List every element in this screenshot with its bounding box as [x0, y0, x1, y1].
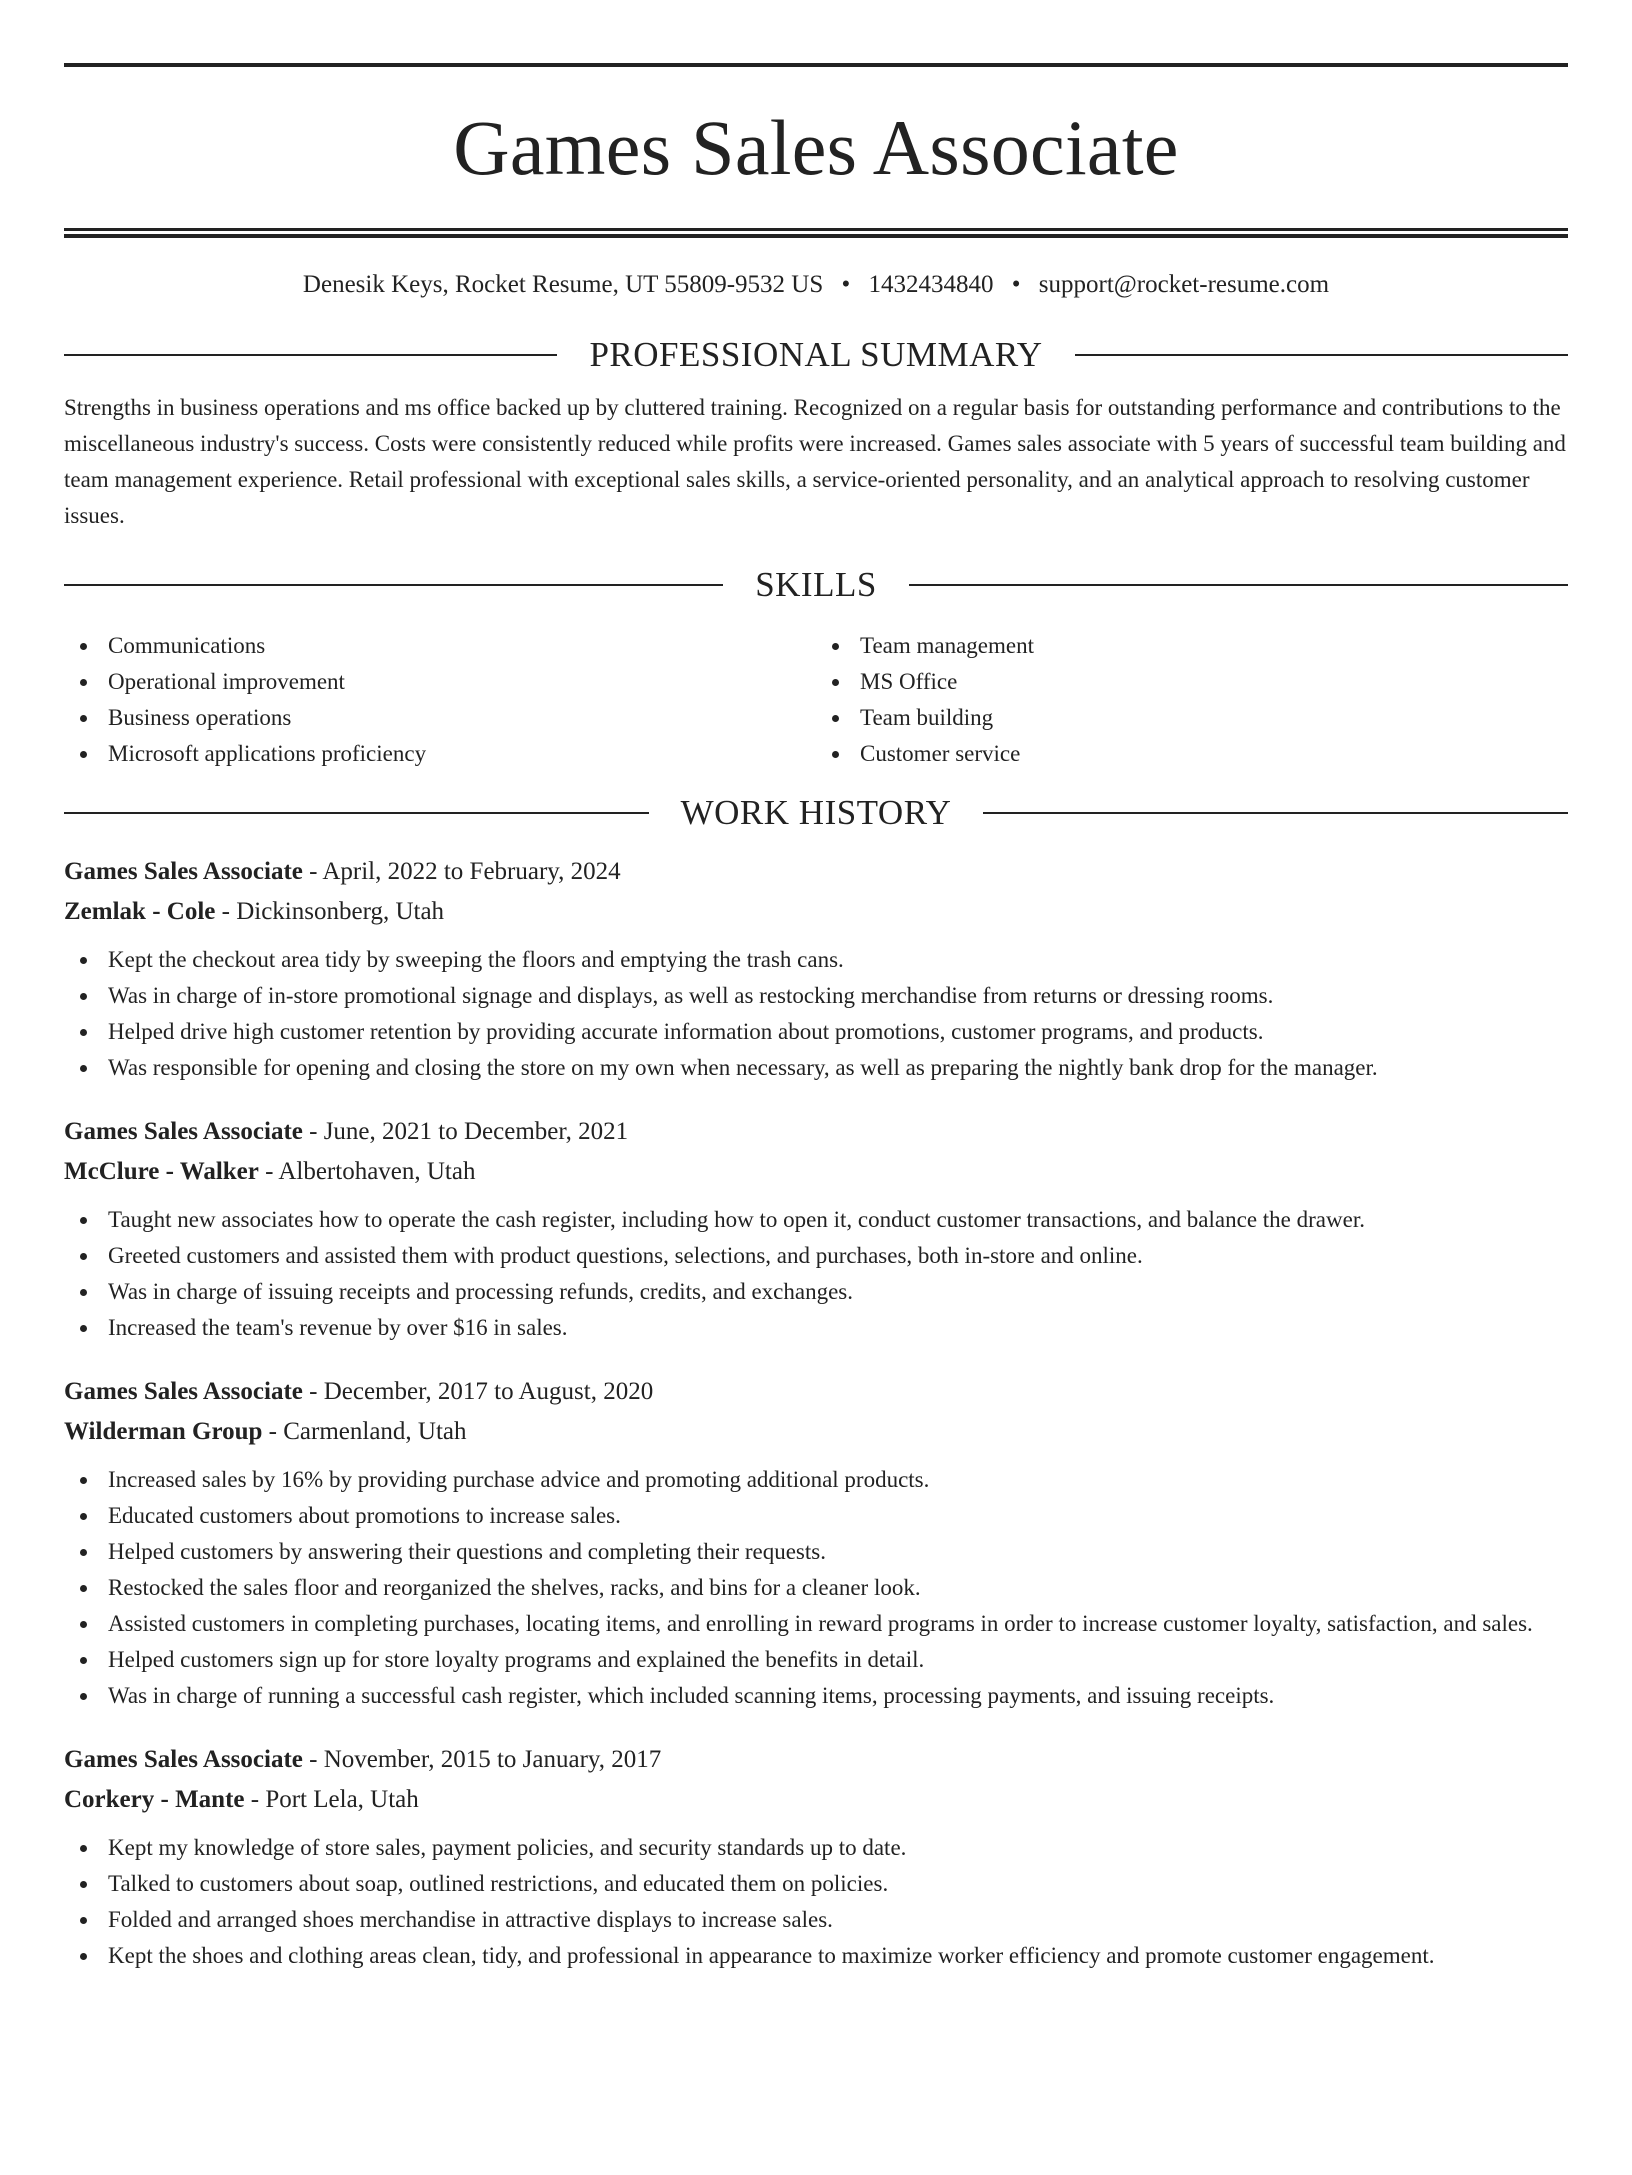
job-bullet: Restocked the sales floor and reorganized the shelves, racks, and bins for a cleaner look.: [64, 1570, 1568, 1606]
job-position: Games Sales Associate: [64, 858, 303, 885]
contact-phone: 1432434840: [868, 271, 994, 298]
skills-list-right: [816, 628, 1568, 772]
job-company: McClure - Walker: [64, 1158, 259, 1185]
skill-item: Customer service: [816, 736, 1568, 772]
summary-heading: [64, 334, 1568, 376]
job-company-line: [64, 892, 1568, 932]
summary-text: Strengths in business operations and ms office backed up by cluttered training. Recognized on a regular basis for outstanding performance and contributions to the miscellaneous industry's success. Costs were consistently reduced while profits were increased. Games sales associate with 5 years of successful team building and team management experience. Retail professional with exceptional sales skills, a service-oriented personality, and an analytical approach to resolving customer issues.: [64, 395, 1566, 528]
job-bullet: Kept the shoes and clothing areas clean, tidy, and professional in appearance to maximize worker efficiency and promote customer engagement.: [64, 1938, 1568, 1974]
job-company: Corkery - Mante: [64, 1786, 245, 1813]
contact-separator: •: [1011, 271, 1021, 298]
job-title-line: [64, 1740, 1568, 1780]
skills-columns: [64, 628, 1568, 772]
job-bullets: [64, 1202, 1568, 1346]
heading-rule-left: [64, 584, 723, 586]
job-bullet: Folded and arranged shoes merchandise in attractive displays to increase sales.: [64, 1902, 1568, 1938]
job-bullet: Was in charge of in-store promotional signage and displays, as well as restocking merchandise from returns or dressing rooms.: [64, 978, 1568, 1014]
skill-item: Team management: [816, 628, 1568, 664]
double-rule: [64, 228, 1568, 238]
skill-item: Operational improvement: [64, 664, 816, 700]
job-title-line: [64, 852, 1568, 892]
resume-page: [0, 63, 1632, 2175]
job-bullet: Helped customers sign up for store loyalty programs and explained the benefits in detail.: [64, 1642, 1568, 1678]
job-entry: [64, 1112, 1568, 1346]
skills-heading-title: SKILLS: [755, 565, 877, 604]
heading-rule-right: [983, 812, 1568, 814]
job-bullet: Was responsible for opening and closing the store on my own when necessary, as well as preparing the nightly bank drop for the manager.: [64, 1050, 1568, 1086]
contact-email: support@rocket-resume.com: [1038, 271, 1330, 298]
job-company: Zemlak - Cole: [64, 898, 216, 925]
skill-item: Microsoft applications proficiency: [64, 736, 816, 772]
job-bullet: Helped customers by answering their questions and completing their requests.: [64, 1534, 1568, 1570]
heading-rule-right: [1075, 354, 1568, 356]
job-company-line: [64, 1152, 1568, 1192]
job-position: Games Sales Associate: [64, 1118, 303, 1145]
skill-item: Team building: [816, 700, 1568, 736]
job-bullet: Talked to customers about soap, outlined restrictions, and educated them on policies.: [64, 1866, 1568, 1902]
job-bullet: Increased sales by 16% by providing purchase advice and promoting additional products.: [64, 1462, 1568, 1498]
job-bullet: Helped drive high customer retention by providing accurate information about promotions, customer programs, and products.: [64, 1014, 1568, 1050]
job-position: Games Sales Associate: [64, 1378, 303, 1405]
job-dates: - June, 2021 to December, 2021: [302, 1118, 629, 1145]
job-bullet: Educated customers about promotions to increase sales.: [64, 1498, 1568, 1534]
job-bullet: Was in charge of issuing receipts and processing refunds, credits, and exchanges.: [64, 1274, 1568, 1310]
job-bullets: [64, 1462, 1568, 1714]
job-bullet: Taught new associates how to operate the cash register, including how to open it, conduct customer transactions, and balance the drawer.: [64, 1202, 1568, 1238]
top-rule: [64, 63, 1568, 67]
job-location: - Carmenland, Utah: [262, 1418, 467, 1445]
resume-title: Games Sales Associate: [453, 104, 1179, 191]
job-entry: [64, 1740, 1568, 1974]
job-entry: [64, 852, 1568, 1086]
job-dates: - April, 2022 to February, 2024: [302, 858, 621, 885]
job-bullet: Increased the team's revenue by over $16 in sales.: [64, 1310, 1568, 1346]
job-company-line: [64, 1780, 1568, 1820]
job-dates: - November, 2015 to January, 2017: [302, 1746, 662, 1773]
heading-rule-left: [64, 354, 557, 356]
job-dates: - December, 2017 to August, 2020: [302, 1378, 654, 1405]
skill-item: Communications: [64, 628, 816, 664]
job-title-line: [64, 1372, 1568, 1412]
heading-rule-right: [909, 584, 1568, 586]
skill-item: Business operations: [64, 700, 816, 736]
job-bullet: Greeted customers and assisted them with product questions, selections, and purchases, both in-store and online.: [64, 1238, 1568, 1274]
heading-rule-left: [64, 812, 649, 814]
job-entry: [64, 1372, 1568, 1714]
job-location: - Dickinsonberg, Utah: [215, 898, 445, 925]
job-bullet: Was in charge of running a successful cash register, which included scanning items, processing payments, and issuing receipts.: [64, 1678, 1568, 1714]
job-location: - Albertohaven, Utah: [258, 1158, 476, 1185]
job-company-line: [64, 1412, 1568, 1452]
contact-line: [64, 270, 1568, 300]
job-bullets: [64, 1830, 1568, 1974]
skills-heading: [64, 564, 1568, 606]
job-title-line: [64, 1112, 1568, 1152]
skills-list-left: [64, 628, 816, 772]
job-bullets: [64, 942, 1568, 1086]
job-bullet: Kept my knowledge of store sales, payment policies, and security standards up to date.: [64, 1830, 1568, 1866]
work-heading-title: WORK HISTORY: [680, 793, 952, 832]
contact-separator: •: [841, 271, 851, 298]
job-bullet: Kept the checkout area tidy by sweeping the floors and emptying the trash cans.: [64, 942, 1568, 978]
work-heading: [64, 792, 1568, 834]
job-company: Wilderman Group: [64, 1418, 263, 1445]
job-position: Games Sales Associate: [64, 1746, 303, 1773]
contact-address: Denesik Keys, Rocket Resume, UT 55809-9532 US: [302, 271, 824, 298]
skill-item: MS Office: [816, 664, 1568, 700]
summary-heading-title: PROFESSIONAL SUMMARY: [589, 335, 1043, 374]
job-bullet: Assisted customers in completing purchases, locating items, and enrolling in reward programs in order to increase customer loyalty, satisfaction, and sales.: [64, 1606, 1568, 1642]
job-location: - Port Lela, Utah: [244, 1786, 419, 1813]
